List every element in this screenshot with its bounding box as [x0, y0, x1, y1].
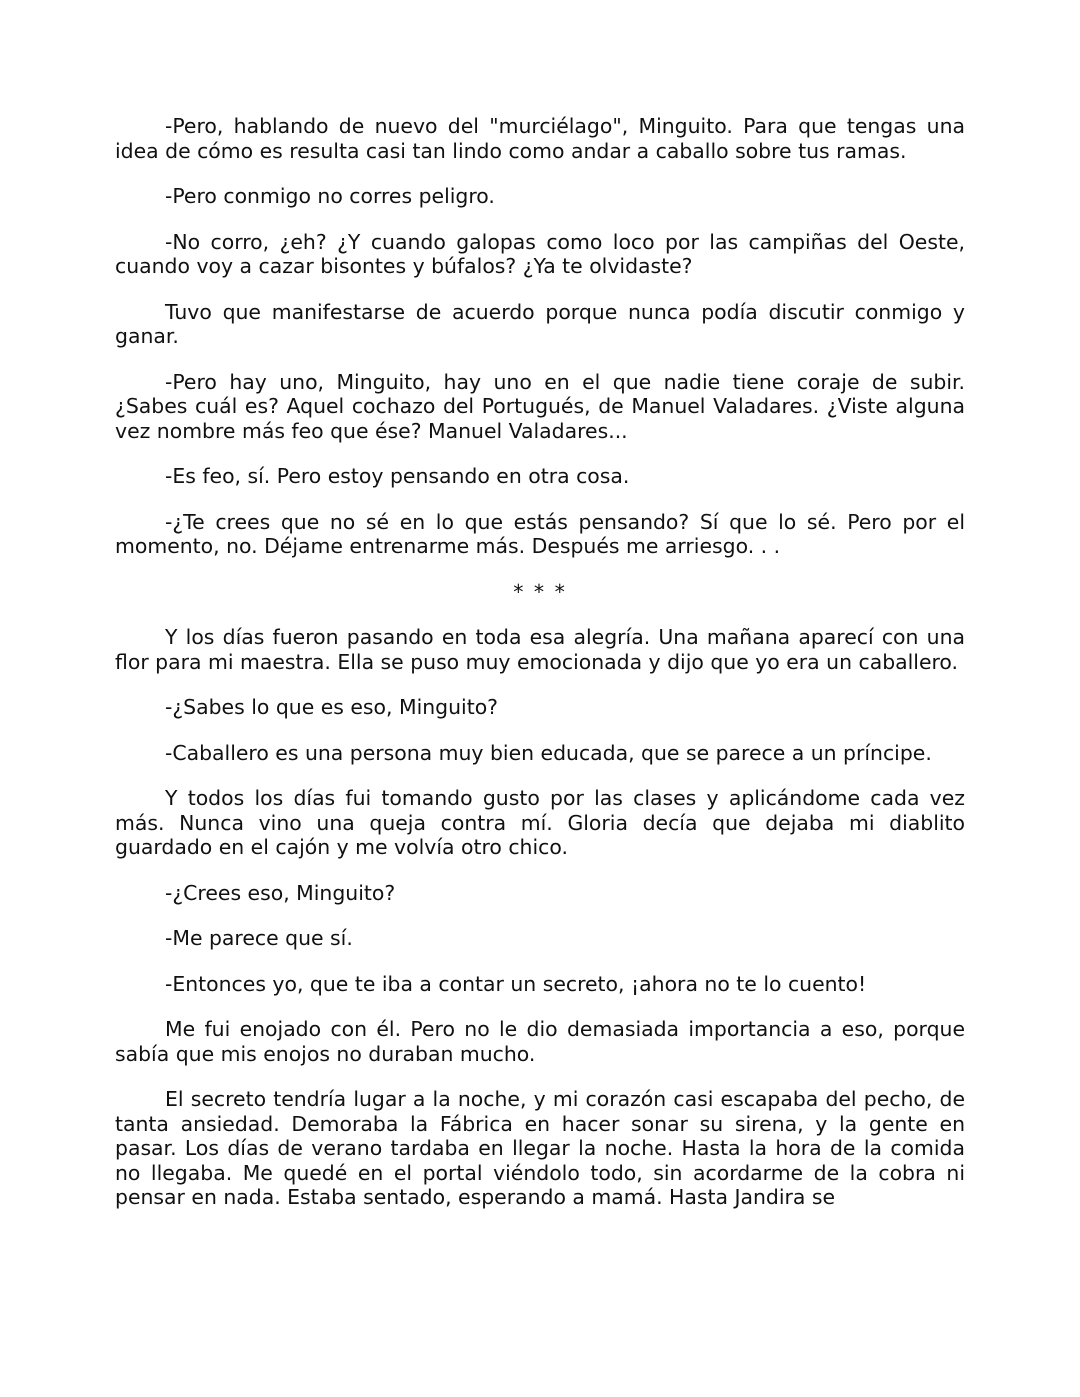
paragraph: -Pero conmigo no corres peligro. — [165, 184, 495, 208]
paragraph: Y los días fueron pasando en toda esa alegría. Una mañana aparecí con una flor para mi maestra. Ella se puso muy emocionada y dijo que yo era un caballero. — [115, 625, 965, 674]
paragraph: -No corro, ¿eh? ¿Y cuando galopas como loco por las campiñas del Oeste, cuando voy a cazar bisontes y búfalos? ¿Ya te olvidaste? — [115, 229, 965, 278]
paragraph: -¿Te crees que no sé en lo que estás pensando? Sí que lo sé. Pero por el momento, no. Déjame entrenarme más. Después me arriesgo. . . — [115, 509, 965, 558]
paragraph: -Entonces yo, que te iba a contar un secreto, ¡ahora no te lo cuento! — [165, 971, 867, 996]
paragraph: -Pero hay uno, Minguito, hay uno en el que nadie tiene coraje de subir. ¿Sabes cuál es? Aquel cochazo del Portugués, de Manuel Valadares. ¿Viste alguna vez nombre más feo que ése? Manuel Valadares... — [115, 369, 965, 443]
paragraph: El secreto tendría lugar a la noche, y mi corazón casi escapaba del pecho, de tanta ansiedad. Demoraba la Fábrica en hacer sonar su sirena, y la gente en pasar. Los días de verano tardaba en llegar la noche. Hasta la hora de la comida no llegaba. Me quedé en el portal viéndolo todo, sin acordarme de la cobra ni pensar en nada. Estaba sentado, esperando a mamá. Hasta Jandira se — [115, 1087, 965, 1209]
paragraph: -Caballero es una persona muy bien educada, que se parece a un príncipe. — [165, 740, 932, 765]
paragraph: Tuvo que manifestarse de acuerdo porque nunca podía discutir conmigo y ganar. — [115, 299, 965, 348]
section-separator: * * * — [513, 579, 567, 604]
document-page — [115, 114, 965, 1231]
paragraph: -¿Crees eso, Minguito? — [165, 880, 396, 905]
paragraph: Y todos los días fui tomando gusto por las clases y aplicándome cada vez más. Nunca vino una queja contra mí. Gloria decía que dejaba mi diablito guardado en el cajón y me volvía otro chico. — [115, 786, 965, 859]
paragraph: -Pero, hablando de nuevo del "murciélago", Minguito. Para que tengas una idea de cómo es resulta casi tan lindo como andar a caballo sobre tus ramas. — [115, 114, 965, 163]
paragraph: Me fui enojado con él. Pero no le dio demasiada importancia a eso, porque sabía que mis enojos no duraban mucho. — [115, 1017, 965, 1066]
paragraph: -Es feo, sí. Pero estoy pensando en otra cosa. — [165, 464, 630, 488]
paragraph: -¿Sabes lo que es eso, Minguito? — [165, 695, 498, 719]
paragraph: -Me parece que sí. — [165, 926, 353, 950]
